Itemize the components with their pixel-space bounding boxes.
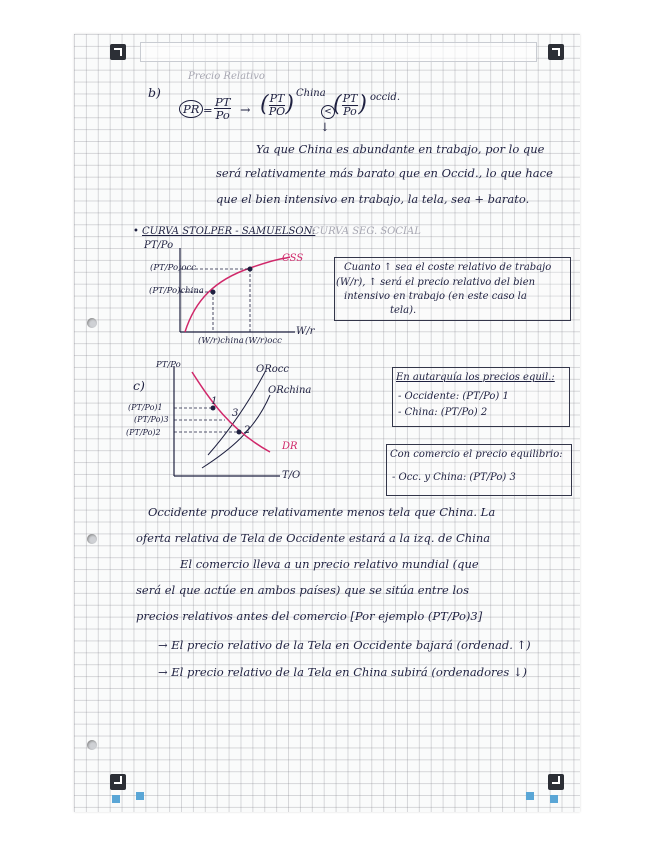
paren-right-2: ) [358, 92, 367, 117]
stolper-point-china [211, 290, 216, 295]
sup-occid: occid. [370, 92, 400, 103]
section-b-label: b) [148, 85, 161, 100]
corner-marker-top-left [110, 44, 126, 60]
autarky-title: En autarquía los precios equil.: [396, 372, 555, 383]
trade-line: - Occ. y China: (PT/Po) 3 [392, 472, 516, 483]
trade-point-label-1: 1 [211, 396, 218, 407]
closing-line5: precios relativos antes del comercio [Por ejemplo (PT/Po)3] [136, 609, 483, 623]
stolper-curve-label: CSS [282, 253, 304, 264]
stolper-tick-china: (PT/Po)china [149, 286, 204, 296]
china-num: PT [269, 91, 285, 105]
trade-point-label-2: 2 [244, 425, 251, 436]
fraction-den-po: Po [215, 108, 230, 123]
blue-marker-bl-1 [112, 795, 120, 803]
binder-hole-1 [87, 318, 97, 328]
stolper-xtick-china: (W/r)china [198, 336, 244, 346]
paren-left-1: ( [260, 92, 269, 117]
stolper-note-line3: intensivo en trabajo (en este caso la [344, 291, 527, 302]
closing-bullet1: → El precio relativo de la Tela en Occidente bajará (ordenad. ↑) [158, 638, 531, 652]
closing-line2: oferta relativa de Tela de Occidente estará a la izq. de China [136, 531, 491, 545]
arrow-right: → [240, 102, 251, 117]
page-header-field [140, 42, 537, 62]
fraction-pt-po [214, 96, 231, 121]
trade-y-axis-label: PT/Po [156, 360, 181, 370]
fraction-occ [333, 92, 367, 117]
trade-tick-2: (PT/Po)2 [126, 428, 161, 437]
stolper-point-occ [248, 267, 253, 272]
stolper-bullet: • [133, 226, 139, 237]
corner-marker-bottom-left [110, 774, 126, 790]
sup-china: China [296, 88, 326, 99]
paren-left-2: ( [333, 92, 342, 117]
or-china-label: ORchina [268, 385, 312, 396]
trade-point-2 [237, 430, 242, 435]
blue-marker-bl-2 [136, 792, 144, 800]
pr-label: PR [183, 102, 200, 116]
stolper-note-line4: tela). [390, 305, 417, 316]
occ-den: Po [343, 104, 357, 118]
stolper-x-axis-label: W/r [296, 326, 315, 337]
text-line-b2: será relativamente más barato que en Occid., lo que hace [216, 166, 553, 180]
text-line-b1: Ya que China es abundante en trabajo, por lo que [256, 142, 545, 156]
equals-sign: = [203, 103, 213, 117]
trade-tick-1: (PT/Po)1 [128, 403, 163, 412]
closing-line4: será el que actúe en ambos países) que se sitúa entre los [136, 583, 469, 597]
stolper-title: CURVA STOLPER - SAMUELSON: [142, 226, 316, 237]
autarky-occ: - Occidente: (PT/Po) 1 [398, 391, 509, 402]
binder-hole-2 [87, 534, 97, 544]
faint-note: Precio Relativo [188, 71, 265, 82]
china-den: PO [268, 104, 286, 118]
fraction-china [260, 92, 294, 117]
trade-title: Con comercio el precio equilibrio: [390, 449, 563, 460]
dr-label: DR [282, 441, 298, 452]
stolper-xtick-occ: (W/r)occ [245, 336, 282, 346]
or-occ-label: ORocc [256, 364, 289, 375]
occ-num: PT [342, 91, 358, 105]
compare-sign: < [324, 107, 332, 117]
trade-tick-3: (PT/Po)3 [134, 415, 169, 424]
paren-right-1: ) [285, 92, 294, 117]
stolper-note-line2: (W/r), ↑ será el precio relativo del bien [336, 277, 536, 288]
blue-marker-br-1 [526, 792, 534, 800]
closing-line1: Occidente produce relativamente menos tela que China. La [148, 505, 496, 519]
autarky-china: - China: (PT/Po) 2 [398, 407, 488, 418]
stolper-note-line1: Cuanto ↑ sea el coste relativo de trabajo [344, 262, 552, 273]
corner-marker-bottom-right [548, 774, 564, 790]
fraction-num-pt: PT [215, 95, 231, 109]
stolper-title-faint: CURVA SEG. SOCIAL [312, 226, 421, 237]
closing-line3: El comercio lleva a un precio relativo mundial (que [180, 557, 479, 571]
corner-marker-top-right [548, 44, 564, 60]
binder-hole-3 [87, 740, 97, 750]
section-c-label: c) [133, 378, 145, 393]
down-arrow: ↓ [320, 120, 330, 134]
stolper-tick-occ: (PT/Po)occ [150, 263, 197, 273]
closing-bullet2: → El precio relativo de la Tela en China subirá (ordenadores ↓) [158, 665, 528, 679]
trade-point-label-3: 3 [232, 408, 239, 419]
blue-marker-br-2 [550, 795, 558, 803]
stolper-y-axis-label: PT/Po [144, 240, 174, 251]
trade-x-axis-label: T/O [282, 470, 301, 481]
text-line-b3: que el bien intensivo en trabajo, la tela, sea + barato. [216, 192, 530, 206]
